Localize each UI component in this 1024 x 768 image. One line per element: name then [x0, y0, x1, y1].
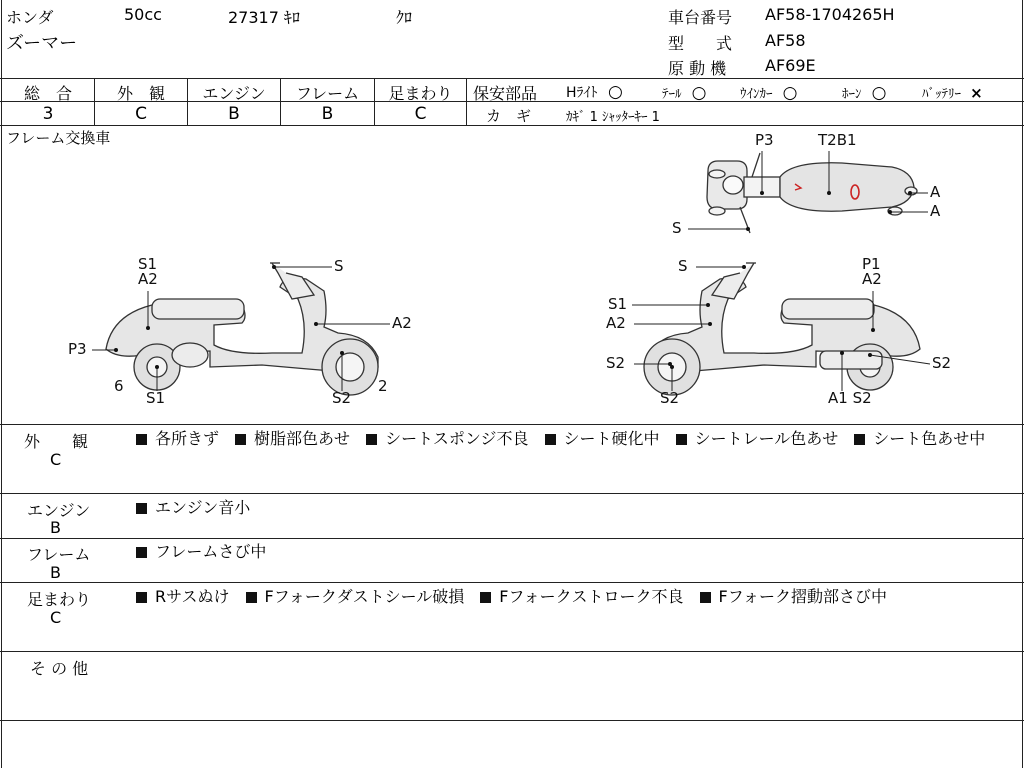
section-other-label: そ の 他	[30, 659, 89, 678]
defect-item-text: シートスポンジ不良	[385, 429, 529, 448]
top-view-scooter	[707, 153, 917, 233]
damage-code-label: 6	[114, 377, 124, 395]
damage-code-label: S1	[146, 389, 166, 407]
safety-headlight-mark: ○	[607, 82, 623, 102]
leader-dot	[272, 265, 276, 269]
grade-label-engine: エンジン	[202, 84, 266, 103]
damage-code-label: S2	[332, 389, 352, 407]
bullet-square-icon	[235, 434, 246, 445]
bullet-square-icon	[700, 592, 711, 603]
divider-frame	[0, 582, 1024, 583]
defect-item-text: 各所きず	[155, 429, 220, 448]
bullet-square-icon	[136, 503, 147, 514]
leader-dot	[114, 348, 118, 352]
model-name: ズーマー	[6, 33, 78, 54]
safety-winker-mark: ○	[782, 83, 798, 103]
section-appearance-label: 外 観	[24, 432, 89, 451]
bullet-square-icon	[676, 434, 687, 445]
section-frame-label: フレーム	[27, 545, 91, 564]
key-value: ｶｷﾞ 1 ｼｬｯﾀｰｷｰ 1	[566, 110, 660, 125]
damage-code-label: 2	[378, 377, 388, 395]
damage-code-label: A2	[138, 270, 158, 288]
section-frame-items	[136, 541, 1006, 563]
defect-item-text: Rサスぬけ	[155, 587, 230, 606]
bullet-square-icon	[480, 592, 491, 603]
defect-item	[235, 429, 350, 448]
safety-tail-label: ﾃｰﾙ	[662, 87, 682, 102]
frame-no: AF58-1704265H	[765, 5, 895, 24]
leader-dot	[155, 365, 159, 369]
grade-label-overall: 総 合	[23, 84, 72, 103]
leader-dot	[840, 351, 844, 355]
damage-code-label: S	[334, 257, 344, 275]
bullet-square-icon	[854, 434, 865, 445]
defect-item-text: Fフォークダストシール破損	[264, 587, 465, 606]
safety-winker	[740, 83, 797, 103]
grade-sep	[466, 78, 467, 125]
divider-diagram	[0, 424, 1024, 425]
leader-dot	[746, 227, 750, 231]
divider-other	[0, 720, 1024, 721]
defect-item-text: フレームさび中	[155, 542, 267, 561]
damage-code-label: S2	[660, 389, 680, 407]
leader-dot	[340, 351, 344, 355]
defect-item	[676, 429, 839, 448]
damage-code-label: A2	[862, 270, 882, 288]
section-chassis-items	[136, 586, 1006, 608]
section-engine-grade: B	[50, 518, 61, 537]
damage-code-label: S1	[608, 295, 628, 313]
mileage: 27317 ｷﾛ	[228, 8, 300, 27]
damage-code-label: S2	[932, 354, 952, 372]
grade-label-chassis: 足まわり	[388, 84, 453, 103]
safety-tail	[662, 83, 706, 103]
defect-item-text: Fフォーク摺動部さび中	[718, 587, 887, 606]
grade-value-frame: B	[321, 104, 334, 124]
bullet-square-icon	[545, 434, 556, 445]
leader-dot	[871, 328, 875, 332]
leader-dot	[146, 326, 150, 330]
section-engine-items	[136, 497, 1006, 519]
safety-tail-mark: ○	[691, 83, 707, 103]
damage-code-label: S	[678, 257, 688, 275]
damage-code-label: P3	[755, 131, 774, 149]
defect-item	[545, 429, 660, 448]
leader-dot	[314, 322, 318, 326]
leader-dot	[760, 191, 764, 195]
section-engine-label: エンジン	[27, 501, 91, 520]
bullet-square-icon	[366, 434, 377, 445]
maker: ホンダ	[6, 8, 54, 27]
defect-item-text: Fフォークストローク不良	[499, 587, 684, 606]
damage-code-label: A2	[606, 314, 626, 332]
defect-item	[246, 587, 465, 606]
defect-item	[366, 429, 528, 448]
divider-header	[0, 78, 1024, 79]
damage-code-label: S2	[606, 354, 626, 372]
safety-horn	[842, 83, 886, 103]
grade-value-engine: B	[228, 104, 240, 124]
leader-dot	[706, 303, 710, 307]
damage-code-label: T2B1	[818, 131, 857, 149]
grade-value-appearance: C	[135, 104, 147, 124]
engine-value: AF69E	[765, 56, 816, 75]
defect-item	[136, 542, 266, 561]
damage-code-label: P3	[68, 340, 87, 358]
divider-appearance	[0, 493, 1024, 494]
leader-dot	[670, 365, 674, 369]
frame-no-label: 車台番号	[668, 8, 733, 27]
defect-item-text: シート色あせ中	[873, 429, 986, 448]
grade-label-frame: フレーム	[295, 84, 360, 103]
damage-diagram	[2, 127, 1022, 423]
damage-code-label: P1	[862, 255, 881, 273]
type-value: AF58	[765, 31, 806, 50]
safety-title: 保安部品	[473, 84, 538, 103]
safety-headlight-label: Hﾗｲﾄ	[566, 85, 598, 101]
leader-dot	[827, 191, 831, 195]
bullet-square-icon	[136, 592, 147, 603]
grade-value-chassis: C	[414, 104, 427, 124]
defect-item	[480, 587, 683, 606]
defect-item-text: シートレール色あせ	[694, 429, 839, 448]
damage-code-label: A	[930, 202, 941, 220]
divider-engine	[0, 538, 1024, 539]
section-appearance-items	[136, 428, 1006, 450]
section-chassis-grade: C	[50, 608, 62, 627]
section-appearance-grade: C	[50, 450, 62, 469]
damage-code-label: A1 S2	[828, 389, 872, 407]
defect-item	[854, 429, 985, 448]
grade-label-appearance: 外 観	[116, 84, 165, 103]
safety-horn-label: ﾎｰﾝ	[842, 87, 862, 102]
safety-winker-label: ｳｲﾝｶｰ	[740, 87, 773, 102]
leader-dot	[742, 265, 746, 269]
safety-battery-label: ﾊﾞｯﾃﾘｰ	[922, 87, 961, 102]
defect-item	[136, 498, 250, 517]
leader-dot	[708, 322, 712, 326]
grade-value-overall: 3	[42, 104, 54, 124]
leader-dot	[888, 210, 892, 214]
color: ｸﾛ	[396, 8, 413, 27]
damage-code-label: S1	[138, 255, 158, 273]
defect-item	[136, 429, 219, 448]
safety-battery	[922, 83, 983, 102]
displacement: 50cc	[124, 5, 162, 24]
border-right	[1022, 0, 1023, 768]
divider-chassis	[0, 651, 1024, 652]
section-chassis-label: 足まわり	[27, 590, 92, 609]
defect-item-text: シート硬化中	[563, 429, 660, 448]
key-label: カ ギ	[486, 107, 532, 125]
defect-item-text: エンジン音小	[155, 498, 251, 517]
safety-horn-mark: ○	[871, 83, 887, 103]
safety-battery-mark: ×	[970, 84, 983, 102]
defect-item-text: 樹脂部色あせ	[254, 429, 351, 448]
damage-code-label: A	[930, 183, 941, 201]
bullet-square-icon	[136, 547, 147, 558]
defect-item	[136, 587, 229, 606]
defect-item	[700, 587, 887, 606]
bullet-square-icon	[136, 434, 147, 445]
type-label: 型 式	[668, 34, 733, 53]
engine-label: 原 動 機	[668, 59, 727, 78]
safety-headlight	[566, 82, 623, 102]
damage-code-label: A2	[392, 314, 412, 332]
leader-dot	[908, 191, 912, 195]
section-frame-grade: B	[50, 563, 61, 582]
frame-replaced-note: フレーム交換車	[6, 129, 111, 147]
bullet-square-icon	[246, 592, 257, 603]
damage-code-label: S	[672, 219, 682, 237]
leader-dot	[868, 353, 872, 357]
